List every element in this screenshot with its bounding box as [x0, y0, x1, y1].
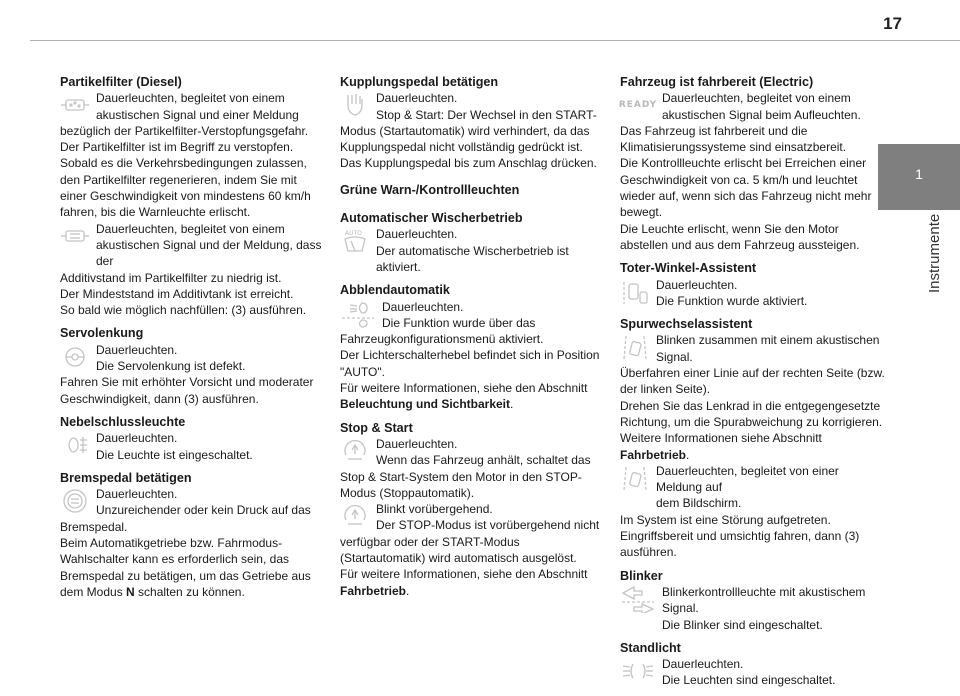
text-line: verfügbar oder der START-Modus (Startautomatik) wird automatisch ausgelöst.: [340, 534, 577, 566]
stop-start-blink-icon: [340, 501, 370, 531]
text-line: Unzureichender oder kein Druck auf das: [96, 503, 311, 518]
auto-headlamp-icon: [340, 299, 376, 329]
text-line: Dauerleuchten, begleitet von einer Meldung auf: [656, 463, 839, 495]
turn-signal-icon: [620, 584, 656, 614]
text-line: Fahrzeugkonfigurationsmenü aktiviert.: [340, 332, 544, 347]
section-title: Servolenkung: [60, 326, 144, 341]
paragraph: Das Fahrzeug ist fahrbereit und die Klimatisierungssysteme sind einsatzbereit.: [620, 123, 847, 155]
section-title: Nebelschlussleuchte: [60, 414, 186, 429]
paragraph: Der Partikelfilter ist im Begriff zu verstopfen.: [60, 140, 294, 155]
section-spurwechsel: [620, 316, 886, 560]
paragraph: Das Kupplungspedal bis zum Anschlag drücken.: [340, 156, 597, 171]
text-run: Weitere Informationen siehe Abschnitt: [620, 431, 822, 446]
stop-start-icon: [340, 436, 370, 466]
chapter-label: Instrumente: [926, 214, 943, 294]
text-line: Blinkt vorübergehend.: [376, 502, 493, 517]
paragraph: [620, 430, 886, 463]
paragraph: Im System ist eine Störung aufgetreten.: [620, 512, 831, 527]
section-fahrbereit: [620, 74, 886, 253]
section-title: Spurwechselassistent: [620, 317, 753, 332]
text-line: Die Leuchte ist eingeschaltet.: [96, 447, 253, 462]
column-3: [620, 74, 886, 696]
section-kupplungspedal: [340, 74, 606, 172]
text-line: akustischen Signal und einer Meldung: [96, 107, 299, 122]
text-line: Dauerleuchten.: [376, 91, 458, 106]
lane-assist-fault-icon: [620, 463, 650, 493]
paragraph: Der Lichterschalterhebel befindet sich in Position "AUTO".: [340, 348, 600, 379]
rear-fog-light-icon: [60, 430, 90, 460]
text-line: Signal.: [656, 349, 693, 364]
text-run-bold: Fahrbetrieb: [620, 447, 687, 462]
text-line: Der automatische Wischerbetrieb ist aktiviert.: [376, 243, 569, 274]
text-line: Dauerleuchten.: [382, 299, 464, 314]
section-title: Stop & Start: [340, 420, 413, 435]
text-line: Modus (Startautomatik) wird verhindert, da das Kupplungspedal nicht vollständig gedrückt ist.: [340, 123, 590, 155]
paragraph: Überfahren einer Linie auf der rechten Seite (bzw. der linken Seite).: [620, 366, 885, 397]
text-run-bold: Fahrbetrieb: [340, 583, 407, 598]
text-line: Dauerleuchten.: [376, 227, 458, 242]
particle-filter-icon: [60, 90, 90, 120]
text-line: Der STOP-Modus ist vorübergehend nicht: [376, 518, 600, 533]
clutch-pedal-icon: [340, 90, 370, 120]
section-wischerbetrieb: [340, 210, 606, 275]
text-line: Dauerleuchten.: [96, 431, 178, 446]
text-line: Additivstand im Partikelfilter zu niedrig ist.: [60, 270, 282, 285]
page-number: 17: [883, 14, 902, 33]
paragraph: Die Kontrollleuchte erlischt bei Erreichen einer Geschwindigkeit von ca. 5 km/h und leuchtet wieder auf, wenn sich das Fahrzeug nicht mehr bewegt.: [620, 156, 872, 220]
text-line: Dauerleuchten, begleitet von einem: [96, 221, 285, 236]
text-line: Stop & Start: Der Wechsel in den START-: [376, 107, 597, 122]
paragraph: [340, 380, 606, 413]
text-line: bezüglich der Partikelfilter-Verstopfungsgefahr.: [60, 123, 309, 138]
text-line: akustischen Signal beim Aufleuchten.: [662, 107, 861, 122]
text-run-bold: N: [126, 584, 135, 599]
text-line: Stop & Start-System den Motor in den STOP-Modus (Stoppautomatik).: [340, 469, 582, 500]
heading-gruene-leuchten: [340, 182, 606, 198]
section-servolenkung: [60, 325, 326, 406]
text-line: Bremspedal.: [60, 519, 128, 534]
text-run: .: [686, 447, 690, 462]
section-nebelschlussleuchte: [60, 414, 326, 463]
text-line: Die Funktion wurde über das: [382, 315, 536, 330]
text-line: Dauerleuchten.: [376, 436, 458, 451]
group-heading: Grüne Warn-/Kontrollleuchten: [340, 182, 520, 197]
text-line: Dauerleuchten, begleitet von einem: [96, 91, 285, 106]
text-line: Dauerleuchten.: [656, 277, 738, 292]
paragraph: Drehen Sie das Lenkrad in die entgegengesetzte Richtung, um die Spurabweichung zu korrigieren.: [620, 398, 883, 429]
brake-pedal-icon: [60, 486, 90, 516]
text-line: Die Leuchten sind eingeschaltet.: [662, 673, 836, 688]
text-run-bold: Beleuchtung und Sichtbarkeit: [340, 397, 511, 412]
text-line: Die Funktion wurde aktiviert.: [656, 293, 808, 308]
text-line: Blinken zusammen mit einem akustischen: [656, 333, 880, 348]
text-run: Für weitere Informationen, siehe den Abschnitt: [340, 567, 588, 582]
text-line: Die Blinker sind eingeschaltet.: [662, 617, 823, 632]
side-light-icon: [620, 656, 656, 686]
section-toter-winkel: [620, 260, 886, 309]
section-bremspedal: [60, 470, 326, 600]
text-line: Wenn das Fahrzeug anhält, schaltet das: [376, 453, 591, 468]
auto-wiper-icon: [340, 226, 370, 256]
particle-filter-additive-icon: [60, 221, 90, 251]
paragraph: [340, 566, 606, 599]
text-line: Dauerleuchten.: [662, 657, 744, 672]
ready-icon: [620, 90, 656, 120]
section-title: Automatischer Wischerbetrieb: [340, 211, 523, 226]
text-line: Dauerleuchten.: [96, 487, 178, 502]
header-rule: [30, 40, 960, 41]
section-blinker: [620, 568, 886, 633]
section-title: Abblendautomatik: [340, 283, 450, 298]
section-title: Blinker: [620, 568, 663, 583]
text-line: Blinkerkontrollleuchte mit akustischem Signal.: [662, 584, 866, 616]
blind-spot-icon: [620, 277, 650, 307]
column-2: [340, 74, 606, 606]
section-title: Fahrzeug ist fahrbereit (Electric): [620, 75, 814, 89]
text-run: .: [406, 583, 410, 598]
paragraph: Fahren Sie mit erhöhter Vorsicht und moderater Geschwindigkeit, dann (3) ausführen.: [60, 375, 314, 406]
text-run: Für weitere Informationen, siehe den Abschnitt: [340, 381, 588, 396]
paragraph: [60, 535, 326, 600]
ready-icon-label: READY: [618, 100, 658, 111]
text-line: dem Bildschirm.: [656, 496, 742, 511]
text-line: Dauerleuchten, begleitet von einem: [662, 91, 851, 106]
section-title: Standlicht: [620, 640, 681, 655]
lane-assist-icon: [620, 332, 650, 362]
section-title: Partikelfilter (Diesel): [60, 75, 182, 89]
section-title: Bremspedal betätigen: [60, 470, 192, 485]
text-line: Dauerleuchten.: [96, 342, 178, 357]
chapter-tab-number: 1: [915, 166, 923, 182]
section-title: Toter-Winkel-Assistent: [620, 261, 757, 276]
section-abblendautomatik: [340, 282, 606, 412]
text-run: .: [510, 397, 514, 412]
power-steering-icon: [60, 342, 90, 372]
section-stop-start: [340, 420, 606, 599]
paragraph: Eingriffsbereit und umsichtig fahren, dann (3) ausführen.: [620, 529, 860, 560]
text-run: Beim Automatikgetriebe bzw. Fahrmodus-Wahlschalter kann es erforderlich sein, das Bremspedal zu betätigen, um das Getriebe aus dem Modus: [60, 536, 311, 599]
paragraph: So bald wie möglich nachfüllen: (3) ausführen.: [60, 303, 307, 318]
text-line: Die Servolenkung ist defekt.: [96, 359, 246, 374]
section-standlicht: [620, 640, 886, 689]
text-run: schalten zu können.: [134, 584, 245, 599]
paragraph: Die Leuchte erlischt, wenn Sie den Motor abstellen und aus dem Fahrzeug aussteigen.: [620, 221, 860, 252]
paragraph: Sobald es die Verkehrsbedingungen zulassen, den Partikelfilter regenerieren, indem Sie mit einer Geschwindigkeit von mindestens 60 km/h fahren, bis die Warnleuchte erlischt.: [60, 156, 311, 220]
paragraph: Der Mindeststand im Additivtank ist erreicht.: [60, 286, 294, 301]
column-1: [60, 74, 326, 607]
section-partikelfilter: [60, 74, 326, 318]
section-title: Kupplungspedal betätigen: [340, 75, 499, 89]
auto-wiper-icon-label: AUTO: [345, 230, 362, 238]
text-line: akustischen Signal und der Meldung, dass der: [96, 237, 322, 269]
